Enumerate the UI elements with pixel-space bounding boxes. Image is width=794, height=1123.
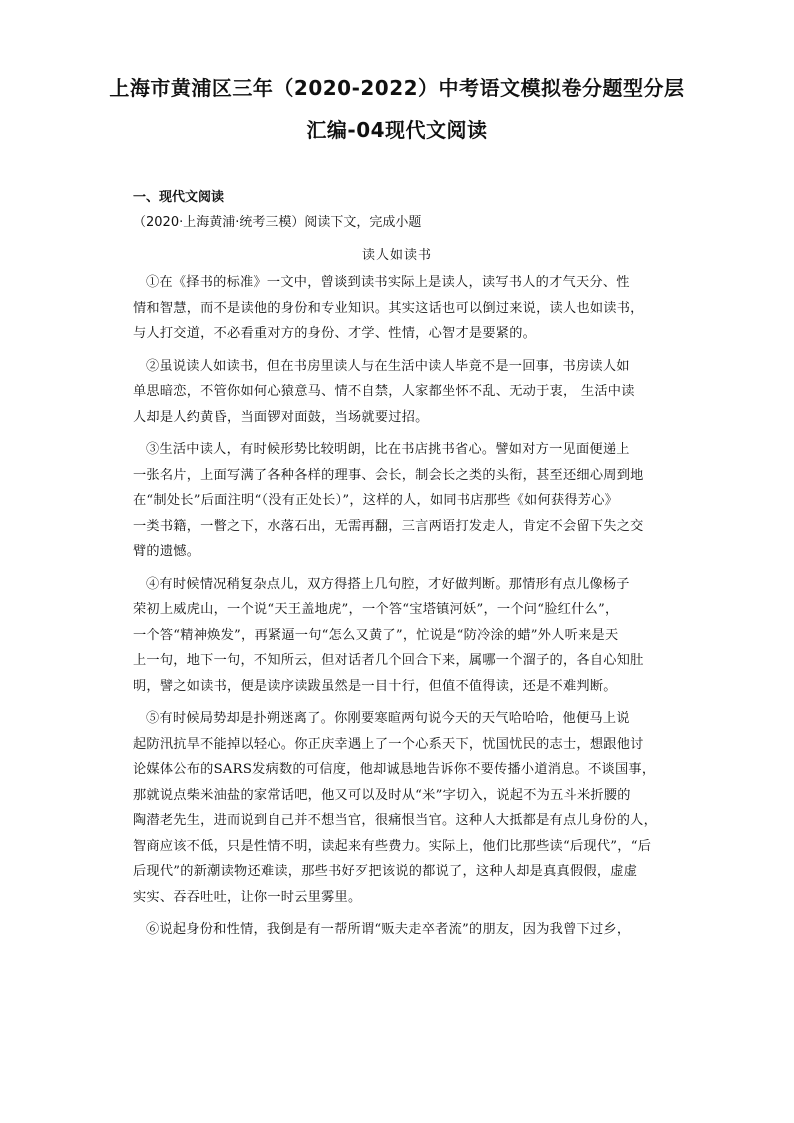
paragraph-line: 上一句，地下一句，不知所云，但对话者几个回合下来，属哪一个溜子的，各自心知肚 xyxy=(133,653,644,668)
paragraph-line: 后现代”的新潮读物还难读，那些书好歹把该说的都说了，这种人却是真真假假，虚虚 xyxy=(133,864,638,879)
article-paragraph-3 xyxy=(133,437,667,565)
paragraph-line: 臂的遗憾。 xyxy=(133,544,201,559)
paragraph-line: 智商应该不低，只是性情不明，读起来有些费力。实际上，他们比那些读“后现代”，“后 xyxy=(133,838,652,854)
question-source-line: （2020·上海黄浦·统考三模）阅读下文，完成小题 xyxy=(133,215,422,230)
paragraph-gap xyxy=(133,347,667,354)
paragraph-line: 在“制处长”后面注明“（没有正处长）”，这样的人，如同书店那些《如何获得芳心》 xyxy=(133,493,619,508)
paragraph-line: 一张名片，上面写满了各种各样的理事、会长，制会长之类的头衔，甚至还细心周到地 xyxy=(133,467,644,483)
paragraph-line: 实实、吞吞吐吐，让你一时云里雾里。 xyxy=(133,889,362,905)
paragraph-line: 陶潜老先生，进而说到自己并不想当官，很痛恨当官。这种人大抵都是有点儿身份的人， xyxy=(133,813,658,828)
paragraph-line: ③生活中读人，有时候形势比较明朗，比在书店挑书省心。譬如对方一见面便递上 xyxy=(146,442,630,457)
paragraph-line: ①在《择书的标准》一文中，曾谈到读书实际上是读人，读写书人的才气天分、性 xyxy=(146,275,630,290)
article-paragraph-4 xyxy=(133,572,667,700)
section-heading: 一、现代文阅读 xyxy=(133,190,225,205)
paragraph-line: 一个答“精神焕发”，再紧逼一句“怎么又黄了”，忙说是“防冷涂的蜡”外人听来是天 xyxy=(133,627,619,643)
paragraph-line: 明，譬之如读书，便是读序读跋虽然是一目十行，但值不值得读，还是不难判断。 xyxy=(133,678,617,694)
document-title-line-1: 上海市黄浦区三年（2020-2022）中考语文模拟卷分题型分层 xyxy=(109,76,685,100)
paragraph-line: 那就说点柴米油盐的家常话吧，他又可以及时从“米”字切入，说起不为五斗米折腰的 xyxy=(133,787,631,803)
paragraph-line: 起防汛抗旱不能掉以轻心。你正庆幸遇上了一个心系天下，忧国忧民的志士，想跟他讨 xyxy=(133,736,644,752)
article-paragraph-6 xyxy=(133,917,667,943)
paragraph-line: 与人打交道，不必看重对方的身份、才学、性情，心智才是要紧的。 xyxy=(133,326,537,341)
paragraph-gap xyxy=(133,910,667,917)
article-paragraph-2 xyxy=(133,354,667,431)
article-paragraph-5 xyxy=(133,706,667,910)
paragraph-line: 论媒体公布的SARS发病数的可信度，他却诚恳地告诉你不要传播小道消息。不谈国事， xyxy=(133,762,656,777)
paragraph-line: ④有时候情况稍复杂点儿，双方得搭上几句腔，才好做判断。那情形有点儿像杨子 xyxy=(146,576,630,592)
paragraph-line: 情和智慧，而不是读他的身份和专业知识。其实这话也可以倒过来说，读人也如读书， xyxy=(133,300,644,316)
paragraph-line: 单思暗恋，不管你如何心猿意马、情不自禁，人家都坐怀不乱、无动于衷， 生活中读 xyxy=(133,384,635,399)
paragraph-line: ⑤有时候局势却是扑朔迷离了。你刚要寒暄两句说今天的天气哈哈哈，他便马上说 xyxy=(146,711,630,726)
paragraph-gap xyxy=(133,699,667,706)
paragraph-gap xyxy=(133,430,667,437)
paragraph-line: ⑥说起身份和性情，我倒是有一帮所谓“贩夫走卒者流”的朋友，因为我曾下过乡， xyxy=(146,922,631,937)
article-body xyxy=(133,270,667,943)
paragraph-line: 人却是人约黄昏，当面锣对面鼓，当场就要过招。 xyxy=(133,409,429,425)
article-title: 读人如读书 xyxy=(361,248,432,263)
article-paragraph-1 xyxy=(133,270,667,347)
paragraph-line: 荣初上威虎山，一个说“天王盖地虎”，一个答“宝塔镇河妖”，一个问“脸红什么”， xyxy=(133,602,619,617)
paragraph-line: ②虽说读人如读书，但在书房里读人与在生活中读人毕竟不是一回事，书房读人如 xyxy=(146,358,630,374)
paragraph-line: 一类书籍，一瞥之下，水落石出，无需再翻，三言两语打发走人，肯定不会留下失之交 xyxy=(133,518,644,534)
paragraph-gap xyxy=(133,565,667,572)
document-title-line-2: 汇编-04现代文阅读 xyxy=(306,118,488,142)
